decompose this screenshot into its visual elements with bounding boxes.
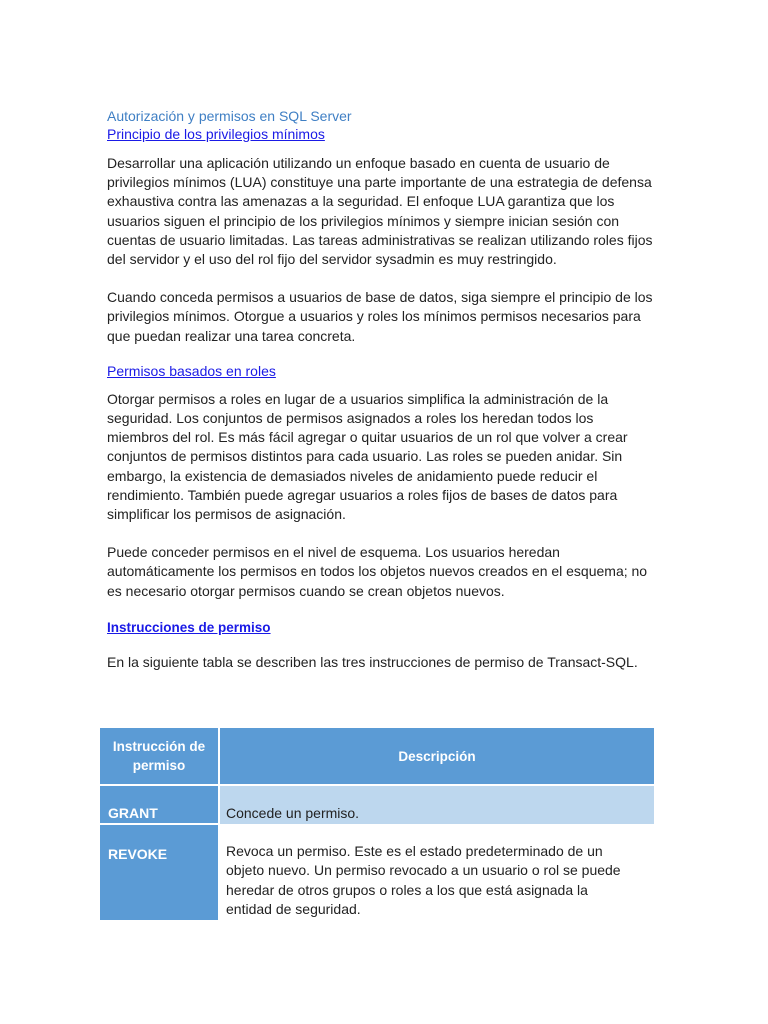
paragraph-esquema: Puede conceder permisos en el nivel de esquema. Los usuarios heredan automáticamente los permisos en todos los objetos nuevos creados en el esquema; no es necesario otorgar permisos cuando se crean objetos nuevos. xyxy=(107,544,648,599)
table-row xyxy=(100,824,654,920)
table-cell-instruction: REVOKE xyxy=(100,824,219,920)
table-cell-instruction: GRANT xyxy=(100,785,219,824)
document-title: Autorización y permisos en SQL Server xyxy=(107,108,352,124)
paragraph-conceder-permisos: Cuando conceda permisos a usuarios de base de datos, siga siempre el principio de los privilegios mínimos. Otorgue a usuarios y roles los mínimos permisos necesarios para que puedan realizar una tarea concreta. xyxy=(107,289,653,344)
table-header-instruction: Instrucción de permiso xyxy=(100,728,219,785)
paragraph-roles: Otorgar permisos a roles en lugar de a usuarios simplifica la administración de la seguridad. Los conjuntos de permisos asignados a roles los heredan todos los miembros del rol. Es más fácil agregar o quitar usuarios de un rol que volver a crear conjuntos de permisos distintos para cada usuario. Las roles se pueden anidar. Sin embargo, la existencia de demasiados niveles de anidamiento puede reducir el rendimiento. También puede agregar usuarios a roles fijos de bases de datos para simplificar los permisos de asignación. xyxy=(107,390,628,523)
table-header-row xyxy=(100,728,654,785)
section-heading-privilegios-minimos[interactable]: Principio de los privilegios mínimos xyxy=(107,126,325,142)
table-row xyxy=(100,785,654,824)
table-cell-description: Concede un permiso. xyxy=(219,785,654,824)
paragraph-tabla-intro: En la siguiente tabla se describen las tres instrucciones de permiso de Transact-SQL. xyxy=(107,653,638,670)
paragraph-lua: Desarrollar una aplicación utilizando un enfoque basado en cuenta de usuario de privilegios mínimos (LUA) constituye una parte importante de una estrategia de defensa exhaustiva contra las amenazas a la seguridad. El enfoque LUA garantiza que los usuarios siguen el principio de los privilegios mínimos y siempre inician sesión con cuentas de usuario limitadas. Las tareas administrativas se realizan utilizando roles fijos del servidor y el uso del rol fijo del servidor sysadmin es muy restringido. xyxy=(107,155,653,268)
permission-statements-table xyxy=(100,728,654,920)
section-heading-permisos-roles[interactable]: Permisos basados en roles xyxy=(107,362,276,379)
table-header-description: Descripción xyxy=(219,728,654,785)
table-cell-description: Revoca un permiso. Este es el estado predeterminado de un objeto nuevo. Un permiso revocado a un usuario o rol se puede heredar de otros grupos o roles a los que está asignada la entidad de seguridad. xyxy=(219,824,654,920)
document-page xyxy=(107,107,655,672)
section-heading-instrucciones-permiso[interactable]: Instrucciones de permiso xyxy=(107,619,271,635)
